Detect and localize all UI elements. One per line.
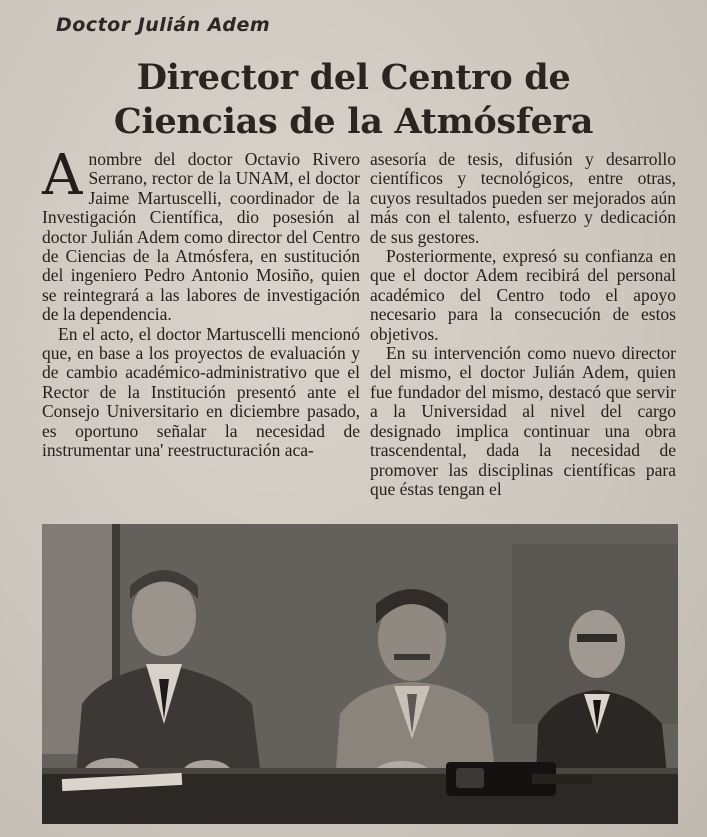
article-paragraph-3: asesoría de tesis, difusión y desarrollo científicos y tecnológicos, entre otras, cuyos resultados pueden ser mejorados aún más con el talento, esfuerzo y dedicación de sus gestores.: [370, 149, 676, 247]
article-paragraph-2: En el acto, el doctor Martuscelli mencionó que, en base a los proyectos de evaluación y de cambio académico-administrativo que el Rector de la Institución presentó ante el Consejo Universitario en diciembre pasado, es oportuno señalar la necesidad de instrumentar una' reestructuración aca-: [42, 323, 360, 461]
article-column-1: [42, 143, 360, 520]
event-photo: [42, 524, 678, 824]
drop-cap: A: [42, 143, 83, 208]
photo-illustration: [42, 524, 678, 824]
headline-line-2: Ciencias de la Atmósfera: [113, 101, 594, 142]
kicker-name: Doctor Julián Adem: [56, 14, 271, 36]
article-paragraph-4: Posteriormente, expresó su confianza en que el doctor Adem recibirá del personal académico del Centro todo el apoyo necesario para la consecución de estos objetivos.: [370, 246, 676, 344]
article-paragraph-1: [42, 143, 360, 325]
headline-line-1: Director del Centro de: [136, 57, 571, 98]
headline: [0, 56, 707, 144]
article-paragraph-5: En su intervención como nuevo director del mismo, el doctor Julián Adem, quien fue fundador del mismo, destacó que servir a la Universidad al nivel del cargo designado implica continuar una obra trascendental, dada la necesidad de promover las disciplinas científicas para que éstas tengan el: [370, 343, 676, 499]
paragraph-1-text: nombre del doctor Octavio Rivero Serrano, rector de la UNAM, el doctor Jaime Martuscelli, coordinador de la Investigación Científica, dio posesión al doctor Julián Adem como director del Centro de Ciencias de la Atmósfera, en sustitución del ingeniero Pedro Antonio Mosiño, quien se reintegrará a las labores de investigación de la dependencia.: [42, 149, 360, 325]
article-column-2: [370, 150, 676, 520]
